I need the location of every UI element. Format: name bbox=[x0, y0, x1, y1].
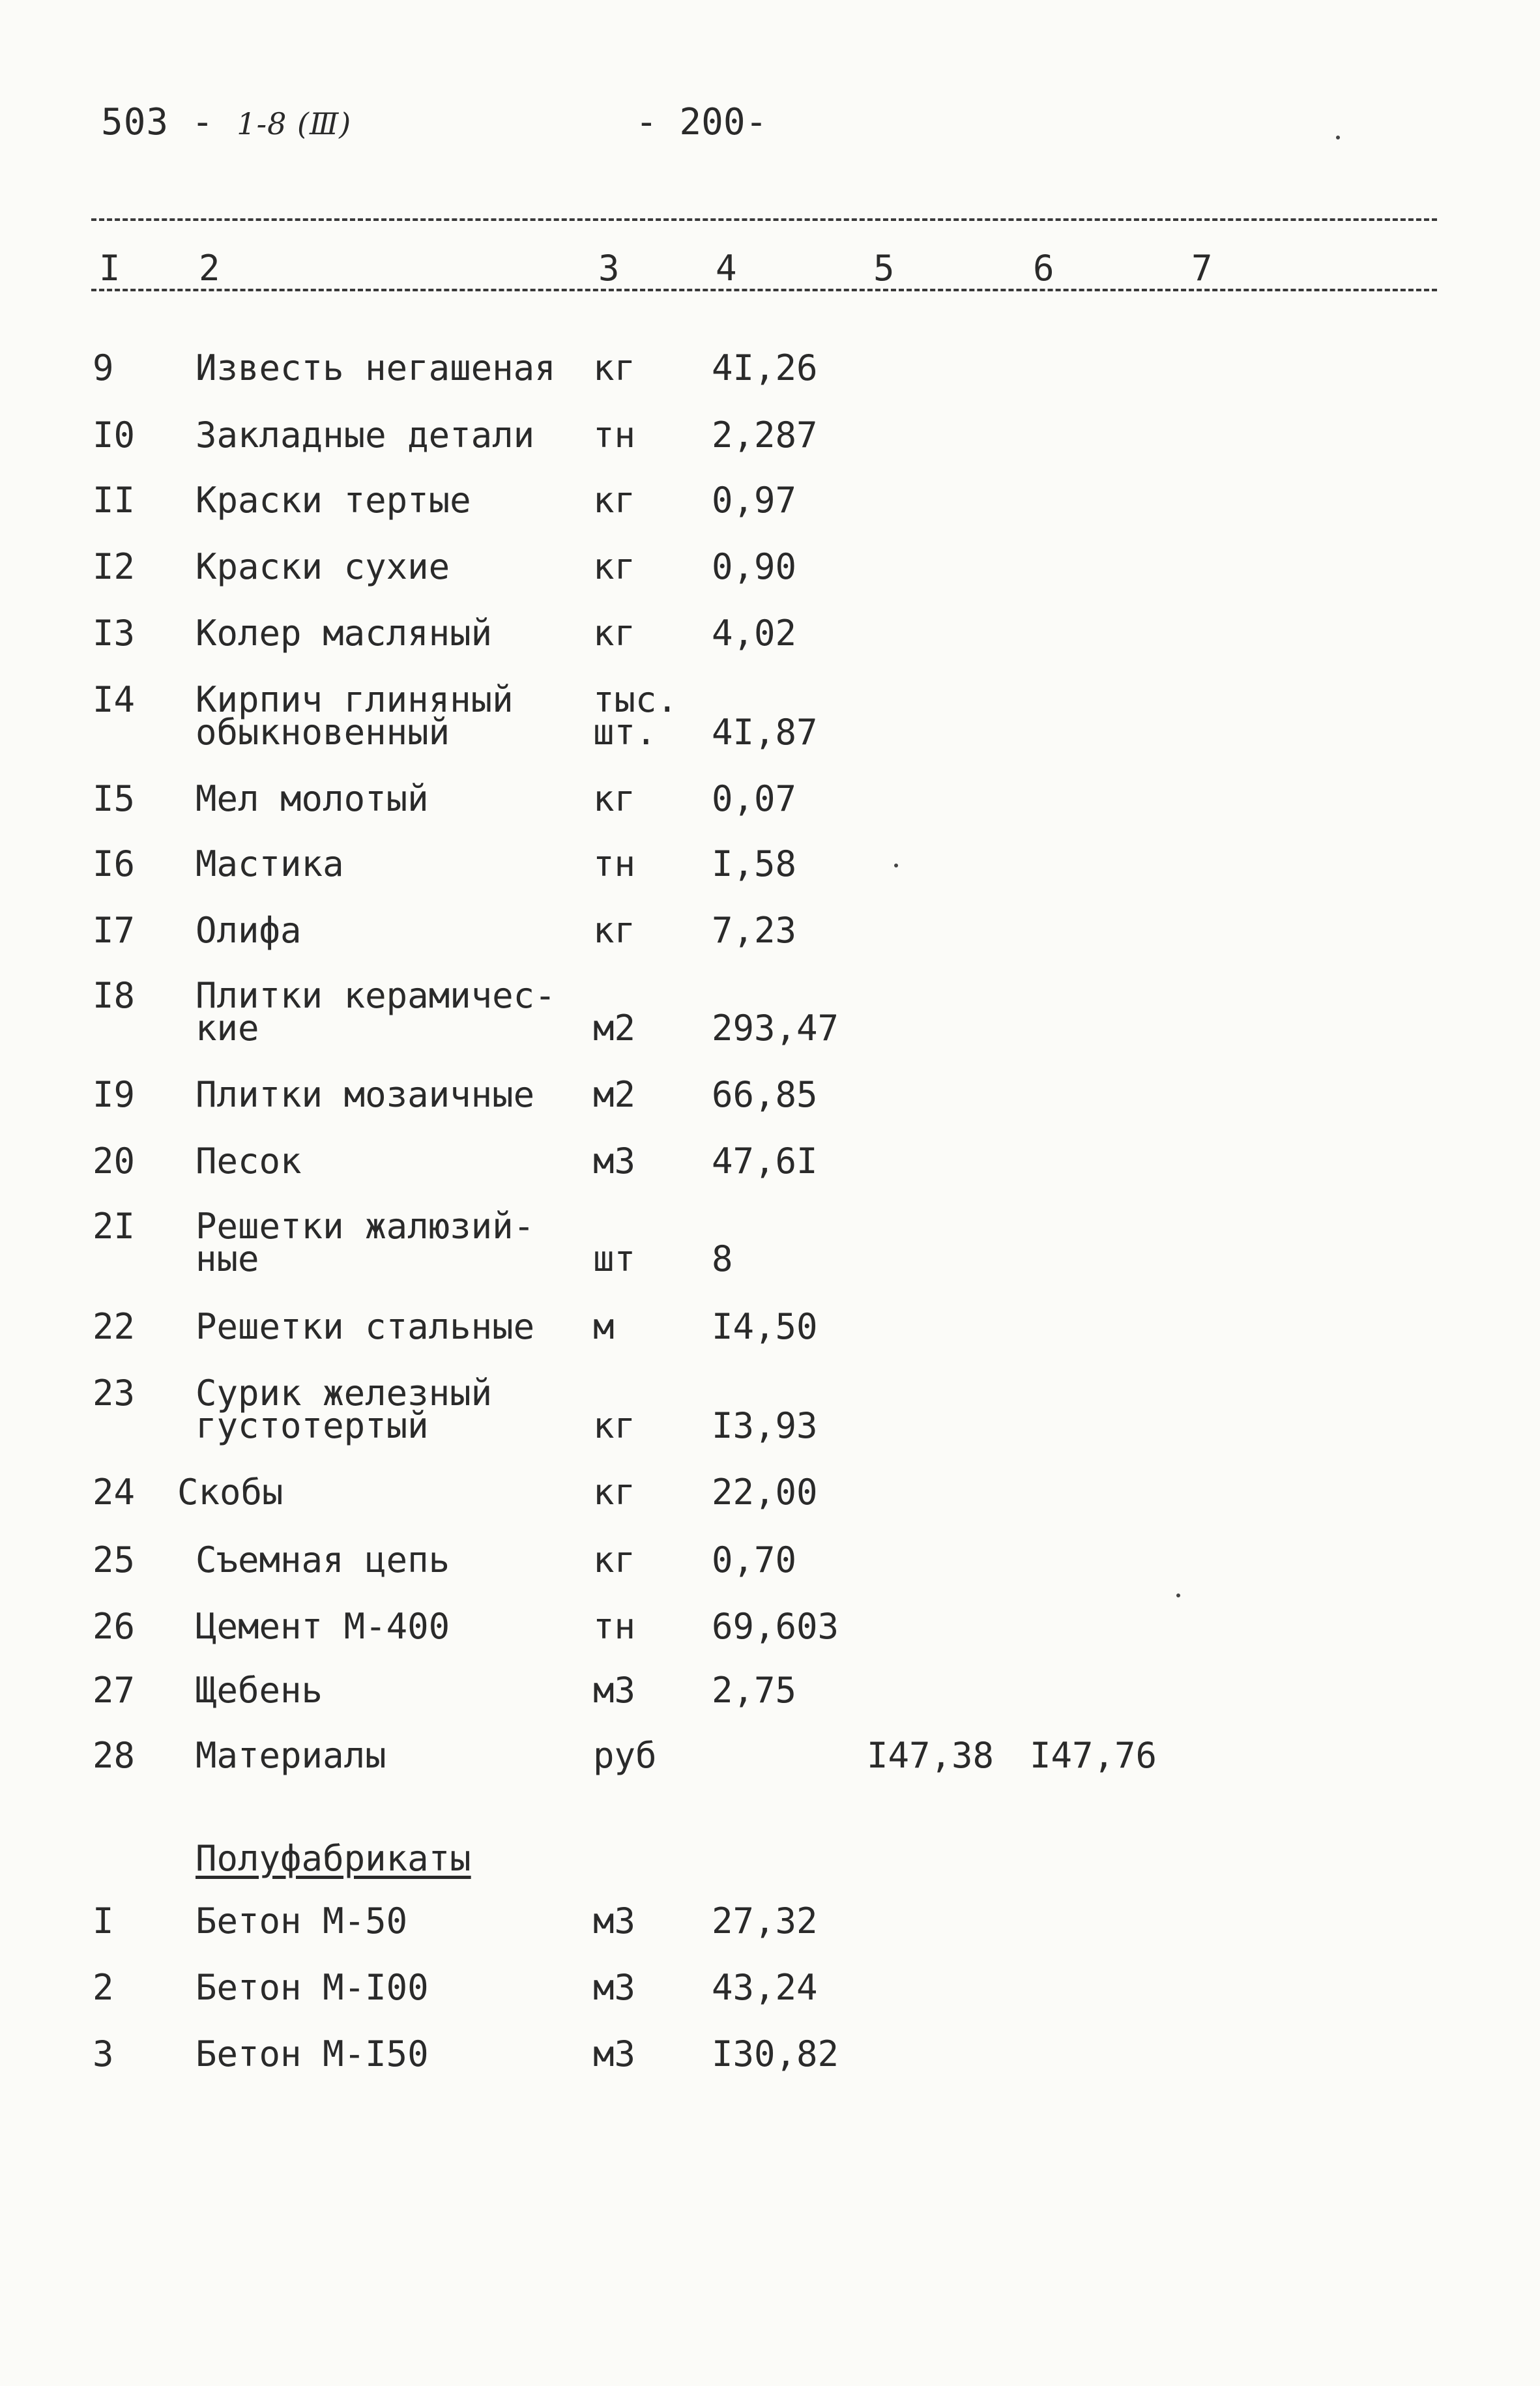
item-name: Бетон М-I50 bbox=[196, 2033, 429, 2074]
column-header-6: 6 bbox=[1033, 248, 1054, 289]
column-header-2: 2 bbox=[199, 248, 220, 289]
item-unit: кг bbox=[593, 546, 636, 587]
row-number: II bbox=[93, 480, 136, 521]
item-name: Олифа bbox=[196, 910, 302, 951]
item-quantity: I30,82 bbox=[712, 2033, 839, 2074]
item-unit: м3 bbox=[593, 1900, 636, 1942]
item-name: Плитки мозаичные bbox=[196, 1074, 535, 1115]
row-number: 24 bbox=[93, 1472, 136, 1513]
item-name: Цемент М-400 bbox=[196, 1606, 450, 1647]
row-number: 26 bbox=[93, 1606, 136, 1647]
item-name: ные bbox=[196, 1238, 259, 1279]
item-unit: тн bbox=[593, 415, 636, 456]
column-6-value: I47,76 bbox=[1030, 1735, 1157, 1776]
item-name: Щебень bbox=[196, 1670, 323, 1711]
item-quantity: 4,02 bbox=[712, 613, 797, 654]
item-unit: кг bbox=[593, 910, 636, 951]
item-name: Известь негашеная bbox=[196, 347, 556, 388]
item-quantity: I3,93 bbox=[712, 1405, 818, 1446]
column-5-value: I47,38 bbox=[867, 1735, 995, 1776]
item-name: Решетки стальные bbox=[196, 1306, 535, 1347]
item-unit: шт bbox=[593, 1238, 636, 1279]
item-unit: тн bbox=[593, 843, 636, 884]
item-quantity: 8 bbox=[712, 1238, 733, 1279]
column-header-1: I bbox=[99, 248, 121, 289]
item-quantity: 43,24 bbox=[712, 1967, 818, 2008]
item-unit: руб bbox=[593, 1735, 657, 1776]
item-unit: кг bbox=[593, 1472, 636, 1513]
item-unit: м3 bbox=[593, 1967, 636, 2008]
row-number: 25 bbox=[93, 1539, 136, 1580]
row-number: 2 bbox=[93, 1967, 114, 2008]
row-number: I3 bbox=[93, 613, 136, 654]
item-unit: тыс. bbox=[593, 679, 678, 720]
row-number: I2 bbox=[93, 546, 136, 587]
column-header-4: 4 bbox=[716, 248, 737, 289]
item-quantity: 0,07 bbox=[712, 778, 797, 819]
item-quantity: I4,50 bbox=[712, 1306, 818, 1347]
item-unit: шт. bbox=[593, 712, 657, 753]
item-unit: тн bbox=[593, 1606, 636, 1647]
item-quantity: 293,47 bbox=[712, 1008, 839, 1049]
document-code bbox=[101, 101, 351, 143]
item-name: Съемная цепь bbox=[196, 1539, 450, 1580]
document-code-main: 503 - bbox=[101, 101, 214, 143]
item-quantity: 0,90 bbox=[712, 546, 797, 587]
item-name: Бетон М-I00 bbox=[196, 1967, 429, 2008]
row-number: I0 bbox=[93, 415, 136, 456]
item-name: Скобы bbox=[177, 1472, 283, 1513]
item-name: Краски сухие bbox=[196, 546, 450, 587]
row-number: I4 bbox=[93, 679, 136, 720]
scan-speck bbox=[1176, 1593, 1180, 1597]
item-unit: кг bbox=[593, 1539, 636, 1580]
item-unit: кг bbox=[593, 347, 636, 388]
column-header-7: 7 bbox=[1191, 248, 1213, 289]
row-number: I7 bbox=[93, 910, 136, 951]
item-quantity: 2,75 bbox=[712, 1670, 797, 1711]
item-name: Материалы bbox=[196, 1735, 386, 1776]
item-unit: кг bbox=[593, 480, 636, 521]
item-quantity: 66,85 bbox=[712, 1074, 818, 1115]
row-number: I bbox=[93, 1900, 114, 1942]
row-number: 23 bbox=[93, 1373, 136, 1414]
item-unit: м3 bbox=[593, 1670, 636, 1711]
row-number: I5 bbox=[93, 778, 136, 819]
item-name: Сурик железный bbox=[196, 1373, 493, 1414]
item-name: Закладные детали bbox=[196, 415, 535, 456]
scan-speck bbox=[1336, 136, 1340, 139]
item-quantity: 47,6I bbox=[712, 1141, 818, 1182]
row-number: 20 bbox=[93, 1141, 136, 1182]
item-name: Краски тертые bbox=[196, 480, 471, 521]
table-header-rule bbox=[91, 289, 1437, 291]
item-unit: м bbox=[593, 1306, 615, 1347]
item-quantity: 4I,87 bbox=[712, 712, 818, 753]
item-name: густотертый bbox=[196, 1405, 429, 1446]
row-number: I6 bbox=[93, 843, 136, 884]
row-number: 2I bbox=[93, 1206, 136, 1247]
item-name: Решетки жалюзий- bbox=[196, 1206, 535, 1247]
item-quantity: 27,32 bbox=[712, 1900, 818, 1942]
row-number: I9 bbox=[93, 1074, 136, 1115]
section-title: Полуфабрикаты bbox=[196, 1838, 471, 1879]
item-quantity: 4I,26 bbox=[712, 347, 818, 388]
row-number: 28 bbox=[93, 1735, 136, 1776]
item-name: Плитки керамичес- bbox=[196, 975, 556, 1016]
item-unit: м2 bbox=[593, 1074, 636, 1115]
item-unit: кг bbox=[593, 613, 636, 654]
item-name: Песок bbox=[196, 1141, 302, 1182]
item-name: обыкновенный bbox=[196, 712, 450, 753]
item-unit: м2 bbox=[593, 1008, 636, 1049]
page-number: - 200- bbox=[635, 101, 768, 143]
column-header-5: 5 bbox=[873, 248, 895, 289]
document-code-handwritten: 1-8 (Ⅲ) bbox=[237, 106, 352, 141]
item-name: кие bbox=[196, 1008, 259, 1049]
column-header-3: 3 bbox=[598, 248, 620, 289]
row-number: 27 bbox=[93, 1670, 136, 1711]
item-unit: кг bbox=[593, 1405, 636, 1446]
item-name: Колер масляный bbox=[196, 613, 493, 654]
item-name: Мастика bbox=[196, 843, 344, 884]
item-name: Мел молотый bbox=[196, 778, 429, 819]
item-unit: м3 bbox=[593, 2033, 636, 2074]
row-number: 9 bbox=[93, 347, 114, 388]
item-quantity: 2,287 bbox=[712, 415, 818, 456]
scan-speck bbox=[894, 864, 898, 867]
item-quantity: 69,603 bbox=[712, 1606, 839, 1647]
row-number: 22 bbox=[93, 1306, 136, 1347]
item-quantity: 0,70 bbox=[712, 1539, 797, 1580]
item-quantity: 22,00 bbox=[712, 1472, 818, 1513]
item-name: Кирпич глиняный bbox=[196, 679, 514, 720]
item-unit: кг bbox=[593, 778, 636, 819]
table-top-rule bbox=[91, 218, 1437, 221]
item-quantity: I,58 bbox=[712, 843, 797, 884]
item-quantity: 7,23 bbox=[712, 910, 797, 951]
item-unit: м3 bbox=[593, 1141, 636, 1182]
row-number: 3 bbox=[93, 2033, 114, 2074]
item-quantity: 0,97 bbox=[712, 480, 797, 521]
row-number: I8 bbox=[93, 975, 136, 1016]
item-name: Бетон М-50 bbox=[196, 1900, 408, 1942]
